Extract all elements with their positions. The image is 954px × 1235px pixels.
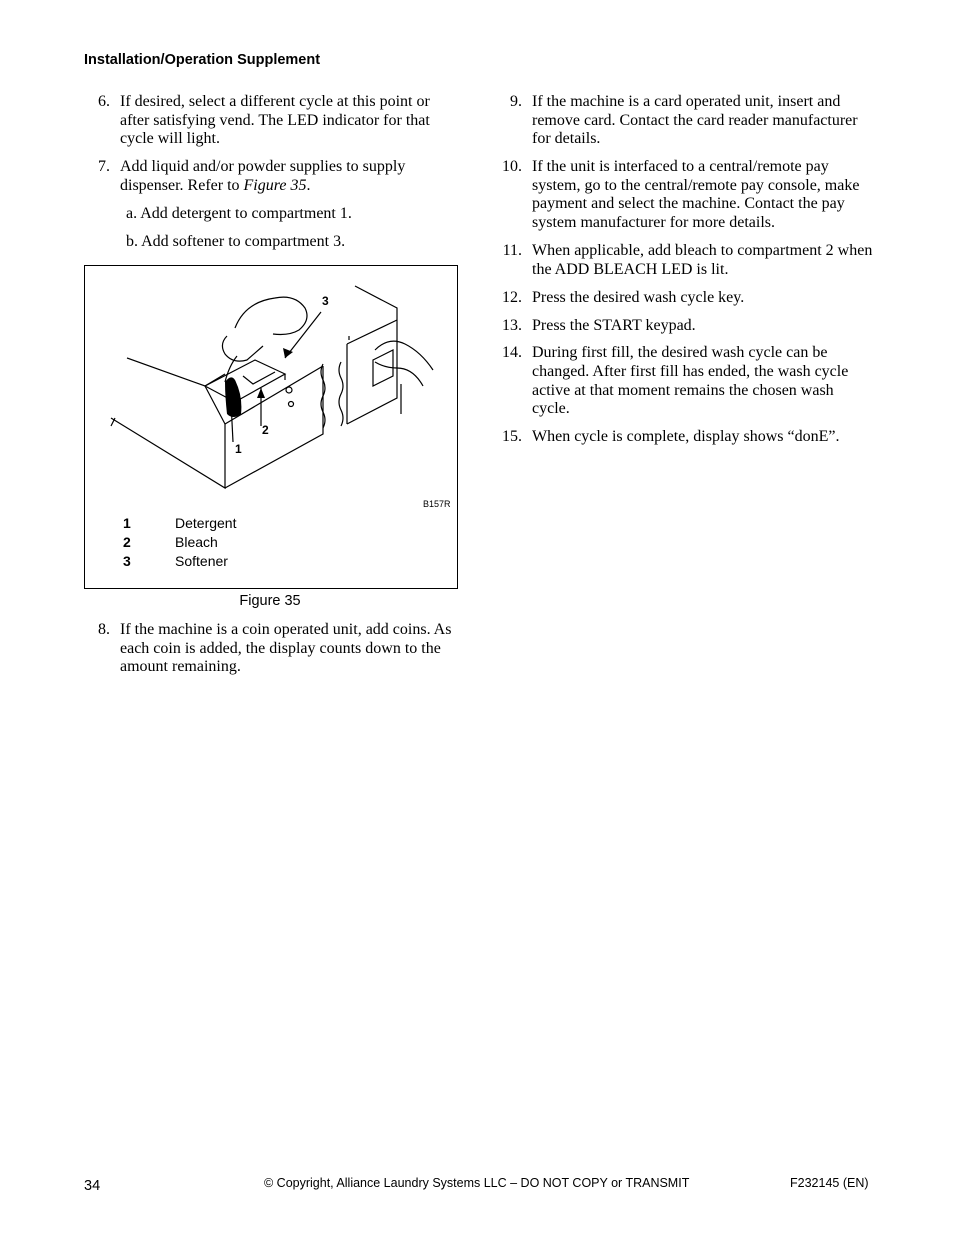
step-text: If the machine is a card operated unit, insert and remove card. Contact the card reader manufacturer for details. (532, 93, 858, 148)
figure-code: B157R (423, 499, 451, 509)
step-text: When applicable, add bleach to compartment 2 when the ADD BLEACH LED is lit. (532, 241, 873, 278)
substep-a: a. Add detergent to compartment 1. (126, 204, 352, 222)
step-9 (496, 93, 874, 149)
right-column (496, 93, 874, 456)
step-14 (496, 344, 874, 418)
step-13 (496, 317, 874, 336)
step-number: 11. (502, 241, 522, 259)
step-text: If desired, select a different cycle at this point or after satisfying vend. The LED indicator for that cycle will light. (120, 93, 430, 148)
step-text: During first fill, the desired wash cycle can be changed. After first fill has ended, the wash cycle active at that moment remains the chosen wash cycle. (532, 344, 849, 418)
figure-legend (123, 515, 323, 571)
step-text: Press the desired wash cycle key. (532, 288, 745, 306)
callout-3: 3 (322, 294, 329, 308)
callout-1: 1 (235, 442, 242, 456)
legend-row (123, 534, 323, 553)
document-id: F232145 (EN) (790, 1176, 869, 1190)
step-8 (84, 621, 462, 677)
legend-key: 2 (123, 533, 131, 550)
left-column (84, 93, 462, 261)
step-text: Add liquid and/or powder supplies to supply dispenser. Refer to (120, 158, 406, 194)
substep-b: b. Add softener to compartment 3. (126, 232, 346, 250)
legend-label: Bleach (175, 533, 218, 550)
step-number: 12. (502, 288, 522, 306)
legend-row (123, 515, 323, 534)
step-text: If the unit is interfaced to a central/remote pay system, go to the central/remote pay console, make payment and select the machine. Contact the pay system manufacturer for more details. (532, 158, 860, 231)
step-number: 10. (502, 158, 522, 176)
copyright-notice: © Copyright, Alliance Laundry Systems LLC – DO NOT COPY or TRANSMIT (264, 1176, 690, 1190)
figure-35-box (84, 265, 458, 589)
figure-reference: Figure 35 (243, 176, 307, 194)
step-number: 14. (502, 344, 522, 362)
legend-label: Detergent (175, 515, 237, 531)
legend-label: Softener (175, 552, 228, 569)
step-15 (496, 428, 874, 447)
step-6 (84, 93, 462, 149)
callout-2: 2 (262, 423, 269, 437)
step-7 (84, 158, 462, 195)
legend-key: 1 (123, 515, 131, 531)
page-header-title: Installation/Operation Supplement (84, 52, 321, 68)
step-number: 7. (98, 158, 110, 176)
step-text-end: . (306, 176, 311, 194)
step-text: When cycle is complete, display shows “donE”. (532, 428, 840, 446)
page-number: 34 (84, 1178, 101, 1194)
step-11 (496, 242, 874, 279)
step-number: 6. (98, 93, 110, 110)
step-number: 13. (502, 316, 522, 334)
step-text: Press the START keypad. (532, 316, 696, 334)
legend-key: 3 (123, 552, 131, 569)
figure-caption: Figure 35 (239, 593, 301, 609)
step-number: 8. (98, 621, 110, 638)
step-12 (496, 289, 874, 308)
step-10 (496, 158, 874, 232)
step-8-block (84, 621, 462, 686)
step-number: 9. (510, 93, 522, 110)
step-number: 15. (502, 428, 522, 446)
step-text: If the machine is a coin operated unit, add coins. As each coin is added, the display counts down to the amount remaining. (120, 621, 452, 676)
legend-row (123, 553, 323, 572)
